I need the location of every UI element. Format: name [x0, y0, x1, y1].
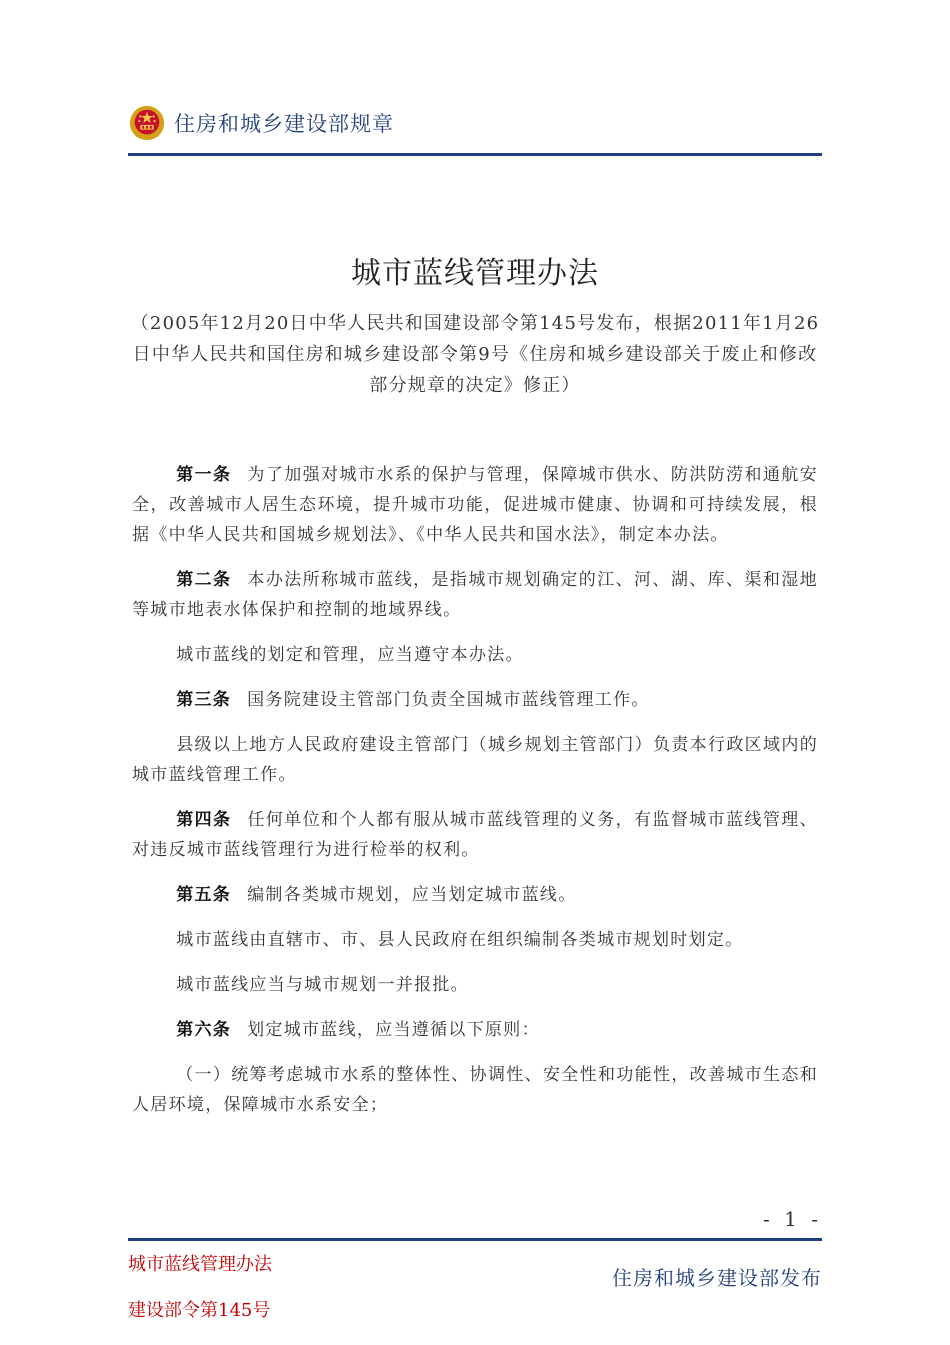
- article-paragraph: [132, 880, 818, 910]
- national-emblem-icon: [128, 104, 166, 142]
- page-header: [128, 103, 822, 143]
- article-text: 为了加强对城市水系的保护与管理，保障城市供水、防洪防涝和通航安全，改善城市人居生态环境，提升城市功能，促进城市健康、协调和可持续发展，根据《中华人民共和国城乡规划法》、《中华人民共和国水法》，制定本办法。: [132, 465, 818, 545]
- header-divider: [128, 153, 822, 156]
- article-number: 第三条: [176, 690, 232, 710]
- article-text: 城市蓝线由直辖市、市、县人民政府在组织编制各类城市规划时划定。: [176, 930, 744, 950]
- article-text: 任何单位和个人都有服从城市蓝线管理的义务，有监督城市蓝线管理、对违反城市蓝线管理行为进行检举的权利。: [132, 810, 818, 860]
- article-paragraph: [132, 640, 818, 670]
- article-text: （一）统筹考虑城市水系的整体性、协调性、安全性和功能性，改善城市生态和人居环境，保障城市水系安全；: [132, 1065, 818, 1115]
- article-text: 城市蓝线应当与城市规划一并报批。: [176, 975, 469, 995]
- document-subtitle: （2005年12月20日中华人民共和国建设部令第145号发布，根据2011年1月26日中华人民共和国住房和城乡建设部令第9号《住房和城乡建设部关于废止和修改部分规章的决定》修正）: [130, 313, 820, 396]
- article-paragraph: [132, 1060, 818, 1120]
- article-number: 第五条: [176, 885, 232, 905]
- article-text: 本办法所称城市蓝线，是指城市规划确定的江、河、湖、库、渠和湿地等城市地表水体保护和控制的地域界线。: [132, 570, 818, 620]
- page-number: - 1 -: [763, 1207, 822, 1231]
- article-text: 县级以上地方人民政府建设主管部门（城乡规划主管部门）负责本行政区域内的城市蓝线管理工作。: [132, 735, 818, 785]
- footer-publisher: 住房和城乡建设部发布: [612, 1266, 822, 1290]
- article-paragraph: [132, 805, 818, 865]
- footer-decree-number: 建设部令第145号: [128, 1300, 271, 1321]
- article-number: 第四条: [176, 810, 232, 830]
- article-paragraph: [132, 970, 818, 1000]
- article-paragraph: [132, 685, 818, 715]
- footer-divider: [128, 1238, 822, 1241]
- article-text: 国务院建设主管部门负责全国城市蓝线管理工作。: [247, 690, 650, 710]
- article-text: 编制各类城市规划，应当划定城市蓝线。: [247, 885, 577, 905]
- article-text: 城市蓝线的划定和管理，应当遵守本办法。: [176, 645, 524, 665]
- document-body: [132, 460, 818, 1135]
- article-paragraph: [132, 565, 818, 625]
- article-paragraph: [132, 460, 818, 550]
- article-paragraph: [132, 730, 818, 790]
- article-number: 第一条: [176, 465, 232, 485]
- article-text: 划定城市蓝线，应当遵循以下原则：: [247, 1020, 540, 1040]
- footer-document-name: 城市蓝线管理办法: [128, 1254, 272, 1275]
- article-number: 第二条: [176, 570, 232, 590]
- article-number: 第六条: [176, 1020, 232, 1040]
- document-title: 城市蓝线管理办法: [351, 256, 599, 291]
- header-title: 住房和城乡建设部规章: [174, 112, 394, 136]
- article-paragraph: [132, 1015, 818, 1045]
- article-paragraph: [132, 925, 818, 955]
